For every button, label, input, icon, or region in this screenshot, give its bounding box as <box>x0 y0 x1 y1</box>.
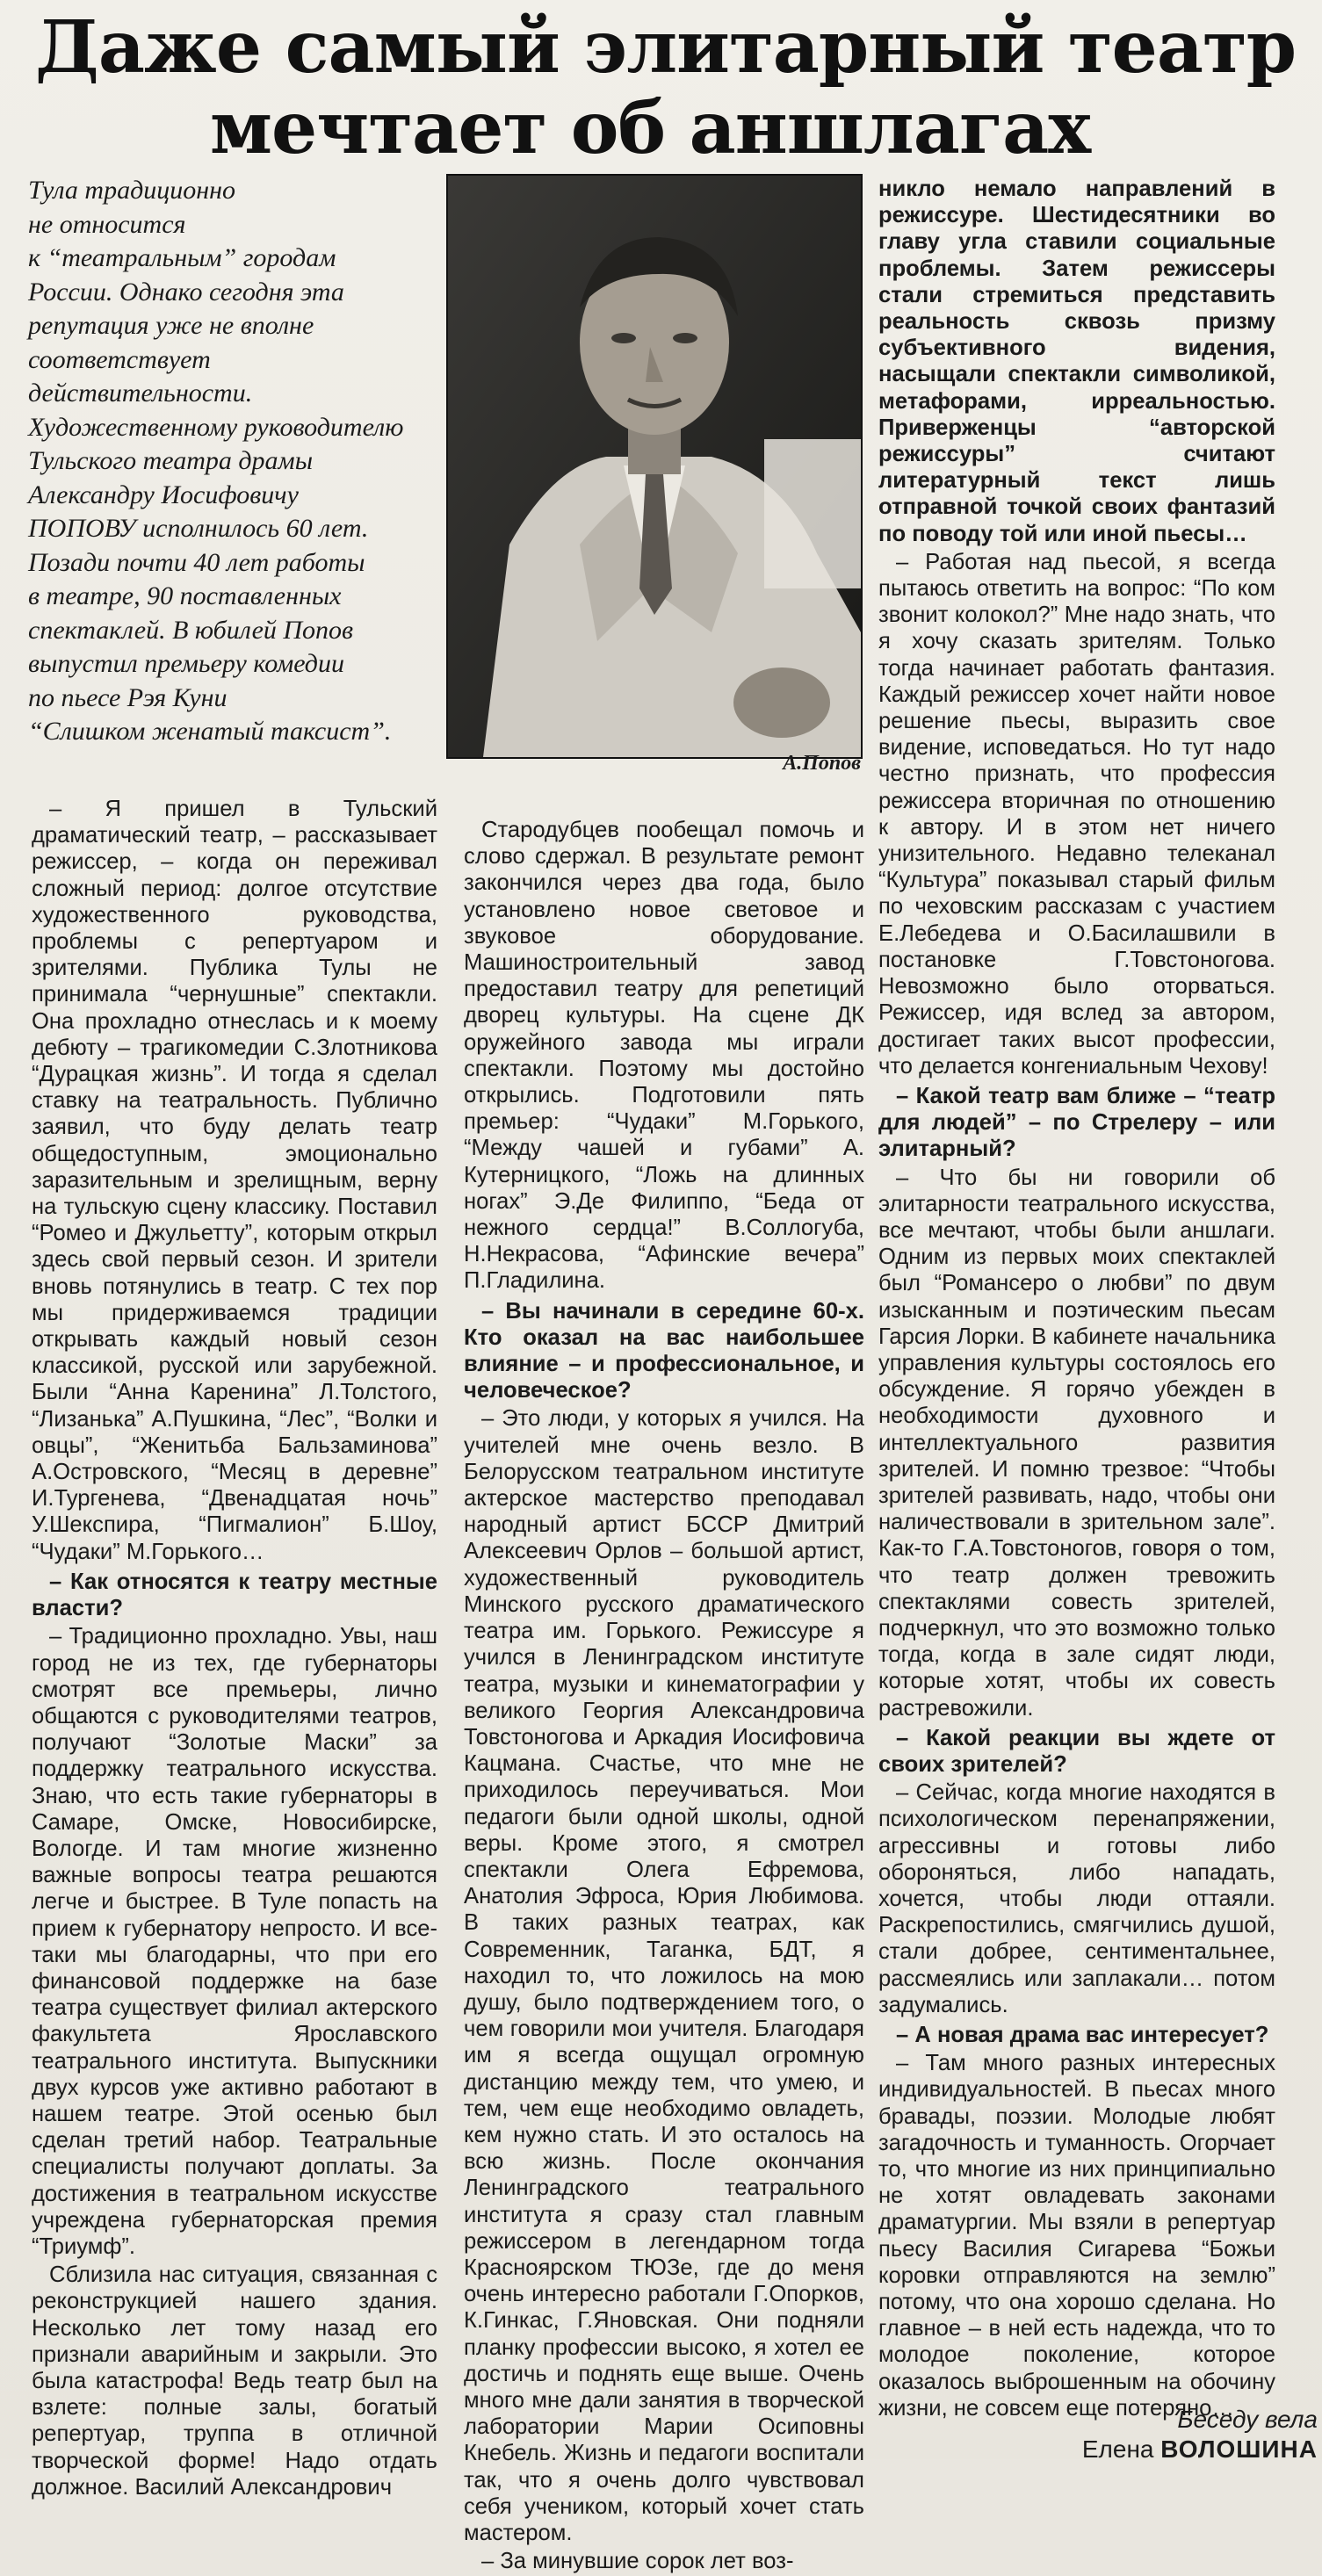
lead-line: не относится <box>28 209 186 239</box>
lead-line: Тульского театра драмы <box>28 446 314 475</box>
headline-line-2: мечтает об аншлагах <box>209 86 1091 170</box>
article-column-2 <box>464 817 864 2576</box>
lead-line: к “театральным” городам <box>28 243 336 272</box>
byline-author <box>949 2435 1318 2464</box>
interview-question: – Какой театр вам ближе – “театр для людей” – по Стрелеру – или элитарный? <box>878 1083 1275 1162</box>
article-paragraph: – Традиционно прохладно. Увы, наш город не из тех, где губернаторы смотрят все премьеры, лично общаются с руководителями театров, получают “Золотые Маски” за поддержку театрального искусства. Знаю, что есть такие губернаторы в Самаре, Омске, Новосибирске, Вологде. И там многие жизненно важные вопросы театра решаются легче и быстрее. В Туле попасть на прием к губернатору непросто. И все-таки мы благодарны, что при его финансовой поддержке на базе театра существует филиал актерского факультета Ярославского театрального института. Выпускники двух курсов уже активно работают в нашем театре. Этой осенью был сделан третий набор. Театральные специалисты получают доплаты. За достижения в театральном искусстве учреждена губернаторская премия “Триумф”. <box>32 1624 437 2259</box>
lead-line: России. Однако сегодня эта <box>28 277 344 307</box>
headline <box>35 5 1297 170</box>
lead-line: репутация уже не вполне <box>28 311 314 340</box>
lead-line: Тула традиционно <box>28 176 236 205</box>
article-paragraph: – Это люди, у которых я учился. На учителей мне очень везло. В Белорусском театральном институте актерское мастерство преподавал народный артист БССР Дмитрий Алексеевич Орлов – большой артист, художественный руководитель Минского русского драматического театра им. Горького. Режиссуре я учился в Ленинградском институте театра, музыки и кинематографии у великого Георгия Александровича Товстоногова и Аркадия Иосифовича Кацмана. Счастье, что мне не приходилось переучиваться. Мои педагоги были одной школы, одной веры. Кроме этого, я смотрел спектакли Олега Ефремова, Анатолия Эфроса, Юрия Любимова. В таких разных театрах, как Современник, Таганка, БДТ, я находил то, что ложилось на мою душу, было подтверждением того, о чем говорили мои учителя. Благодаря им я всегда ощущал огромную дистанцию между тем, что умею, и тем, чем еще необходимо овладеть, кем нужно стать. И это осталось на всю жизнь. После окончания Ленинградского театрального института я сразу стал главным режиссером в легендарном тогда Красноярском ТЮЗе, где до меня очень интересно работали Г.Опорков, К.Гинкас, Г.Яновская. Они подняли планку профессии высоко, я хотел ее достичь и поднять еще выше. Очень много мне дали занятия в творческой лаборатории Марии Осиповны Кнебель. Жизнь и педагоги воспитали так, что я очень долго чувствовал себя учеником, который хочет стать мастером. <box>464 1406 864 2545</box>
portrait-photo-image <box>448 176 861 757</box>
lead-line: выпустил премьеру комедии <box>28 649 344 678</box>
lead-paragraph <box>28 174 441 749</box>
interview-question: – Вы начинали в середине 60-х. Кто оказал на вас наибольшее влияние – и профессиональное, и человеческое? <box>464 1298 864 1403</box>
byline-first-name: Елена <box>1081 2435 1154 2463</box>
article-paragraph: – Я пришел в Тульский драматический театр, – рассказывает режиссер, – когда он переживал сложный период: долгое отсутствие художественного руководства, проблемы с репертуаром и зрителями. Публика Тулы не принимала “чернушные” спектакли. Она прохладно отнеслась и к моему дебюту – трагикомедии С.Злотникова “Дурацкая жизнь”. И тогда я сделал ставку на театральность. Публично заявил, что буду делать театр общедоступным, эмоционально заразительным и зрелищным, верну на тульскую сцену классику. Поставил “Ромео и Джульетту”, которым открыл здесь свой первый сезон. И зрители вновь потянулись в театр. С тех пор мы придерживаемся традиции открывать каждый новый сезон классикой, русской или зарубежной. Были “Анна Каренина” Л.Толстого, “Лизанька” А.Пушкина, “Лес”, “Волки и овцы”, “Женитьба Бальзаминова” А.Островского, “Месяц в деревне” И.Тургенева, “Двенадцатая ночь” У.Шекспира, “Пигмалион” Б.Шоу, “Чудаки” М.Горького… <box>32 797 437 1564</box>
article-paragraph: – Что бы ни говорили об элитарности театрального искусства, все мечтают, чтобы были аншлаги. Одним из первых моих спектаклей был “Романсеро о любви” по двум изысканным и поэтическим пьесам Гарсия Лорки. В кабинете начальника управления культуры состоялось его обсуждение. Я горячо убежден в необходимости духовного и интеллектуального развития зрителей. И помню трезвое: “Чтобы зрителей развивать, надо, чтобы они наличествовали в зрительном зале”. Как-то Г.А.Товстоногов, говоря о том, что театр должен тревожить спектаклями совесть зрителей, подчеркнул, что это возможно только тогда, когда в зале сидят люди, которые хотят, чтобы их совесть растревожили. <box>878 1165 1275 1721</box>
lead-line: спектаклей. В юбилей Попов <box>28 615 354 645</box>
portrait-photo <box>446 174 863 759</box>
interview-question: – Как относятся к театру местные власти? <box>32 1569 437 1621</box>
article-paragraph: – Работая над пьесой, я всегда пытаюсь ответить на вопрос: “По ком звонит колокол?” Мне надо знать, что я хочу сказать зрителям. Только тогда начинает работать фантазия. Каждый режиссер хочет найти новое решение пьесы, выразить свое видение, исповедаться. Но тут надо честно признать, что профессия режиссера вторичная по отношению к автору. И в этом нет ничего унизительного. Недавно телеканал “Культура” показывал старый фильм по чеховским рассказам с участием Е.Лебедева и О.Басилашвили в постановке Г.Товстоногова. Невозможно было оторваться. Режиссер, идя вслед за автором, достигает таких высот профессии, что делается конгениальным Чехову! <box>878 549 1275 1079</box>
lead-line: ПОПОВУ исполнилось 60 лет. <box>28 514 369 543</box>
lead-line: Александру Иосифовичу <box>28 480 299 509</box>
lead-line: соответствует <box>28 344 211 374</box>
interview-question: – А новая драма вас интересует? <box>896 2023 1269 2048</box>
article-column-3 <box>878 172 1275 2423</box>
article-paragraph: Стародубцев пообещал помочь и слово сдержал. В результате ремонт закончился через два года, было установлено новое световое и звуковое оборудование. Машиностроительный завод предоставил театру для репетиций дворец культуры. На сцене ДК оружейного завода мы играли спектакли. Поэтому мы достойно открылись. Подготовили пять премьер: “Чудаки” М.Горького, “Между чашей и губами” А. Кутерницкого, “Ложь на длинных ногах” Э.Де Филиппо, “Беда от нежного сердца!” В.Соллогуба, Н.Некрасова, “Афинские вечера” П.Гладилина. <box>464 818 864 1294</box>
lead-line: Позади почти 40 лет работы <box>28 547 365 577</box>
lead-line: действительности. <box>28 379 253 408</box>
article-paragraph: – Там много разных интересных индивидуальностей. В пьесах много бравады, поэзии. Молодые любят загадочность и туманность. Огорчает то, что многие из них принципиально не хотят овладевать законами драматургии. Мы взяли в репертуар пьесу Василия Сигарева “Божьи коровки отправляются на землю” потому, что она хорошо сделана. Но главное – в ней есть надежда, что то молодое поколение, которое оказалось выброшенным на обочину жизни, не совсем еще потеряно… <box>878 2051 1275 2421</box>
byline <box>949 2405 1318 2464</box>
byline-surname: ВОЛОШИНА <box>1160 2435 1318 2463</box>
lead-line: в театре, 90 поставленных <box>28 581 342 610</box>
byline-intro: Беседу вела <box>1177 2406 1318 2433</box>
article-paragraph: Сблизила нас ситуация, связанная с реконструкцией нашего здания. Несколько лет тому назад его признали аварийным и закрыли. Это была катастрофа! Ведь театр был на взлете: полные залы, богатый репертуар, труппа в отличной творческой форме! Надо отдать должное. Василий Александрович <box>32 2262 437 2500</box>
lead-line: “Слишком женатый таксист”. <box>28 717 392 746</box>
article-column-1 <box>32 796 437 2502</box>
article-paragraph: – Сейчас, когда многие находятся в психологическом перенапряжении, агрессивны и готовы либо обороняться, либо нападать, хочется, чтобы люди оттаяли. Раскрепостились, смягчились душой, стали добрее, сентиментальнее, рассмеялись или заплакали… потом задумались. <box>878 1780 1275 2017</box>
article-paragraph: – За минувшие сорок лет воз- <box>481 2549 794 2574</box>
lead-line: по пьесе Рэя Куни <box>28 682 228 712</box>
photo-caption: А.Попов <box>783 752 861 775</box>
interview-question: никло немало направлений в режиссуре. Шестидесятники во главу угла ставили социальные проблемы. Затем режиссеры стали стремиться представить реальность сквозь призму субъективного видения, насыщали спектакли символикой, метафорами, ирреальностью. Приверженцы “авторской режиссуры” считают литературный текст лишь отправной точкой своих фантазий по поводу той или иной пьесы… <box>878 177 1275 546</box>
interview-question: – Какой реакции вы ждете от своих зрителей? <box>878 1725 1275 1777</box>
lead-line: Художественному руководителю <box>28 412 404 442</box>
headline-line-1: Даже самый элитарный театр <box>35 5 1297 90</box>
